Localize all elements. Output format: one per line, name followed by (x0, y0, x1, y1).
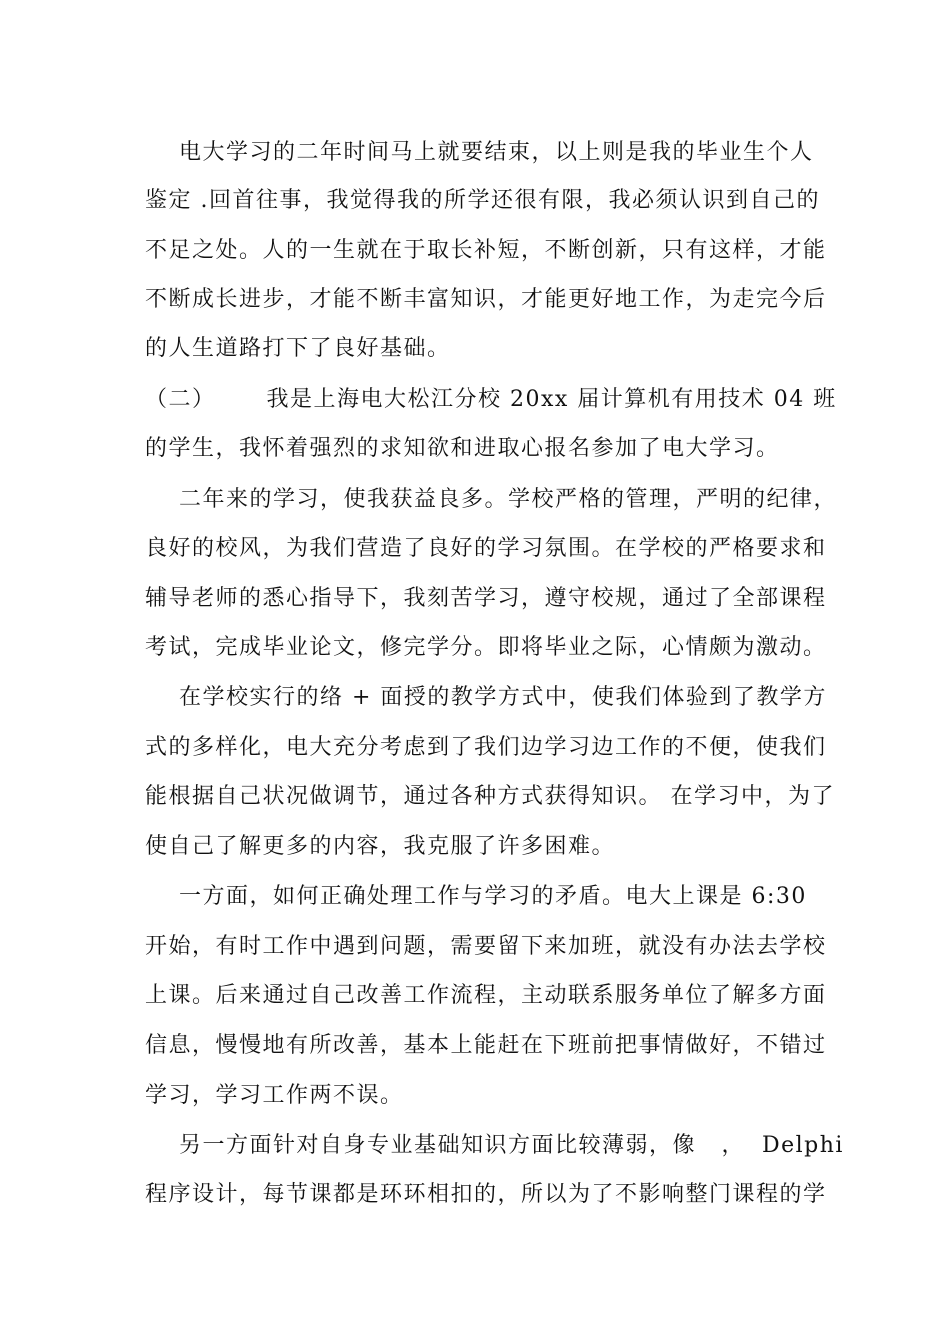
text-line: 二年来的学习，使我获益良多。学校严格的管理，严明的纪律， (145, 487, 837, 512)
text-line: 程序设计，每节课都是环环相扣的，所以为了不影响整门课程的学 (145, 1182, 827, 1207)
text-line: 一方面，如何正确处理工作与学习的矛盾。电大上课是 6:30 (145, 884, 807, 909)
text-line: 另一方面针对自身专业基础知识方面比较薄弱，像 ， Delphi (145, 1133, 844, 1158)
text-line: 的人生道路打下了良好基础。 (145, 336, 451, 361)
text-line: 开始，有时工作中遇到问题，需要留下来加班，就没有办法去学校 (145, 934, 827, 959)
text-line: 式的多样化，电大充分考虑到了我们边学习边工作的不便，使我们 (145, 735, 827, 760)
text-line: 良好的校风，为我们营造了良好的学习氛围。在学校的严格要求和 (145, 536, 827, 561)
text-line: 能根据自己状况做调节，通过各种方式获得知识。 在学习中，为了 (145, 784, 835, 809)
text-line: 使自己了解更多的内容，我克服了许多困难。 (145, 834, 616, 859)
text-line: 考试，完成毕业论文，修完学分。即将毕业之际，心情颇为激动。 (145, 635, 827, 660)
text-line: 不足之处。人的一生就在于取长补短，不断创新，只有这样，才能 (145, 238, 827, 263)
text-line: 辅导老师的悉心指导下，我刻苦学习，遵守校规，通过了全部课程 (145, 586, 827, 611)
text-line: 上课。后来通过自己改善工作流程，主动联系服务单位了解多方面 (145, 983, 827, 1008)
text-line: 不断成长进步，才能不断丰富知识，才能更好地工作，为走完今后 (145, 287, 827, 312)
text-line: 信息，慢慢地有所改善，基本上能赶在下班前把事情做好，不错过 (145, 1033, 827, 1058)
text-line: 电大学习的二年时间马上就要结束，以上则是我的毕业生个人 (145, 140, 814, 165)
text-line: 鉴定 .回首往事，我觉得我的所学还很有限，我必须认识到自己的 (145, 188, 820, 213)
text-line: 的学生，我怀着强烈的求知欲和进取心报名参加了电大学习。 (145, 436, 780, 461)
text-line: 在学校实行的络 + 面授的教学方式中，使我们体验到了教学方 (145, 685, 827, 710)
text-line: （二） 我是上海电大松江分校 20xx 届计算机有用技术 04 班 (145, 387, 837, 412)
text-line: 学习，学习工作两不误。 (145, 1083, 404, 1108)
